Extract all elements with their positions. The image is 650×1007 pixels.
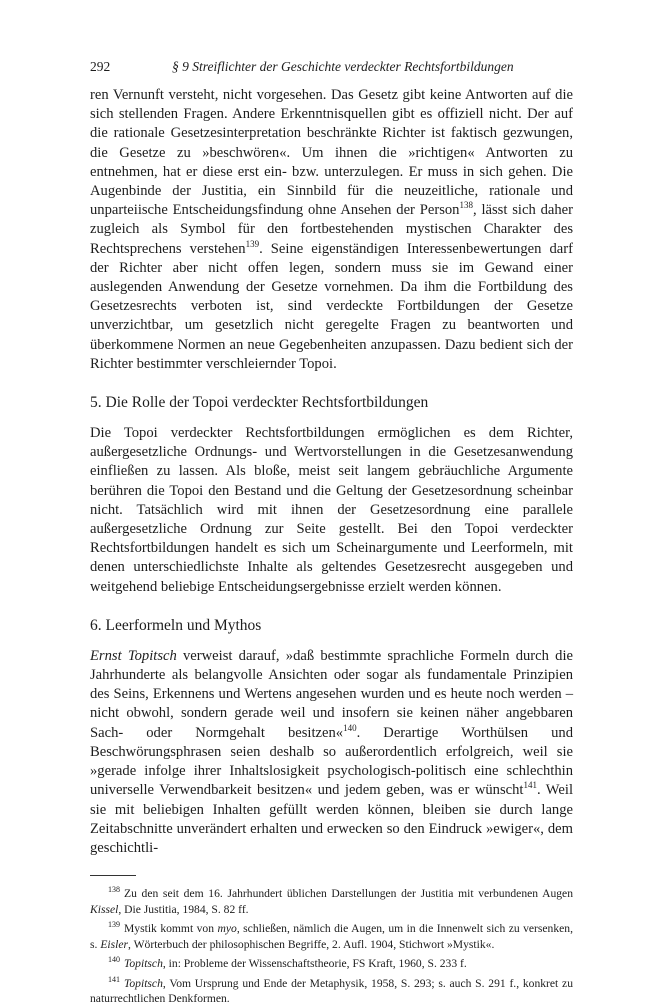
text-span: . Weil sie mit beliebigen Inhalten gefüllt werden können, bleiben sie durch lange Zeitabschnitte unverändert erhalten und erwecken so den Eindruck »ewiger«, dem geschichtli- [90, 782, 573, 856]
author-name: Ernst Topitsch [90, 647, 177, 664]
text-span: , Wörterbuch der philosophischen Begriffe, 2. Aufl. 1904, Stichwort »Mystik«. [128, 937, 495, 951]
text-span: . Derartige Worthülsen und Beschwörungsphrasen seien deshalb so außerordentlich erfolgreich, weil sie »gerade infolge ihrer Inhaltslosigkeit psychologisch-politisch eine schlechthin universelle Verwendbarkeit besitzen« und jedem geben, was er wünscht [90, 724, 573, 799]
footnote-140 [90, 952, 573, 971]
footnote-number: 140 [108, 955, 120, 965]
footnote-ref[interactable]: 141 [523, 780, 537, 791]
footnotes [90, 882, 573, 1007]
author-name: Topitsch [124, 976, 163, 990]
book-page [90, 58, 573, 1007]
text-span: , Vom Ursprung und Ende der Metaphysik, 1958, S. 293; s. auch S. 291 f., konkret zu naturrechtlichen Denkformen. [90, 976, 573, 1006]
page-header [90, 58, 573, 76]
section-heading-6: 6. Leerformeln und Mythos [90, 616, 262, 634]
footnote-divider [90, 875, 136, 876]
footnote-141 [90, 972, 573, 1007]
footnote-ref[interactable]: 140 [343, 722, 357, 733]
text-span: , Die Justitia, 1984, S. 82 ff. [118, 902, 249, 916]
text-span: Zu den seit dem 16. Jahrhundert üblichen Darstellungen der Justitia mit verbundenen Augen [124, 886, 573, 900]
author-name: Kissel [90, 902, 119, 916]
paragraph-topoi: Die Topoi verdeckter Rechtsfortbildungen ermöglichen es dem Richter, außergesetzliche Ordnungs- und Wertvorstellungen in die Gesetzesanwendung einfließen zu lassen. Als bloße, meist seit langem gebräuchliche Argumente berühren die Topoi den Bestand und die Geltung der Gesetzesordnung scheinbar nicht. Tatsächlich wird mit ihnen der Gesetzesordnung eine parallele außergesetzliche Ordnung zur Seite gestellt. Bei den Topoi verdeckter Rechtsfortbildungen handelt es sich um Scheinargumente und Leerformeln, mit denen unterschiedlichste Inhalte als geltendes Gesetzesrecht ausgegeben und weitgehend beliebige Entscheidungsergebnisse erzielt werden können. [90, 425, 573, 595]
section-heading-5: 5. Die Rolle der Topoi verdeckter Rechtsfortbildungen [90, 394, 429, 412]
footnote-138 [90, 882, 573, 917]
footnote-ref[interactable]: 138 [459, 200, 473, 211]
text-span: Mystik kommt von [124, 922, 218, 936]
footnote-ref[interactable]: 139 [245, 238, 260, 249]
italic-word: myo [217, 922, 237, 936]
text-span: , lässt sich daher zugleich als Symbol für den fortbestehenden mystischen Charakter des Rechtsprechens verstehen [90, 202, 573, 257]
footnote-number: 141 [108, 974, 120, 984]
footnote-number: 139 [108, 920, 120, 930]
page-number: 292 [90, 59, 111, 74]
author-name: Eisler [100, 937, 129, 951]
footnote-number: 138 [108, 885, 120, 895]
text-span: ren Vernunft versteht, nicht vorgesehen. Das Gesetz gibt keine Antworten auf die sich stellenden Fragen. Andere Erkenntnisquellen gibt es offiziell nicht. Der auf die rationale Gesetzesinterpretation beschränkte Richter ist faktisch gezwungen, die Gesetze zu »beschwören«. Um ihnen die »richtigen« Antworten zu entnehmen, hat er diese erst ein- bzw. unterzulegen. Er muss in sich gehen. Die Augenbinde der Justitia, ein Sinnbild für die neuzeitliche, rationale und unparteiische Entscheidungsfindung ohne Ansehen der Person [90, 87, 573, 219]
author-name: Topitsch [124, 957, 163, 971]
text-span: verweist darauf, »daß bestimmte sprachliche Formeln durch die Jahrhunderte als belangvolle Ansichten oder sogar als fundamentale Prinzipien des Seins, Erkennens und Wertens angesehen wurden und es heute noch werden – nicht obwohl, sondern gerade weil und insofern sie keinen näher angebbaren Sach- oder Normgehalt besitzen« [90, 647, 573, 741]
text-span: , in: Probleme der Wissenschaftstheorie, FS Kraft, 1960, S. 233 f. [162, 957, 467, 971]
text-span: , schließen, nämlich die Augen, um in die Innenwelt sich zu versenken, s. [90, 922, 573, 951]
paragraph-justitia [90, 86, 573, 374]
text-span: . Seine eigenständigen Interessenbewertungen darf der Richter aber nicht offen legen, sondern muss sie im Gewand einer auslegenden Anwendung der Gesetze vornehmen. Da ihm die Fortbildung des Gesetzesrechts verboten ist, sind verdeckte Fortbildungen der Gesetze unverzichtbar, um gesetzlich nicht geregelte Fragen zu beantworten und überkommene Normen an neue Gegebenheiten anzupassen. Dazu bedient sich der Richter bestimmter verschleiernder Topoi. [90, 240, 573, 372]
running-title: § 9 Streiflichter der Geschichte verdeckter Rechtsfortbildungen [172, 59, 514, 74]
footnote-139 [90, 917, 573, 952]
paragraph-leerformeln [90, 647, 573, 858]
